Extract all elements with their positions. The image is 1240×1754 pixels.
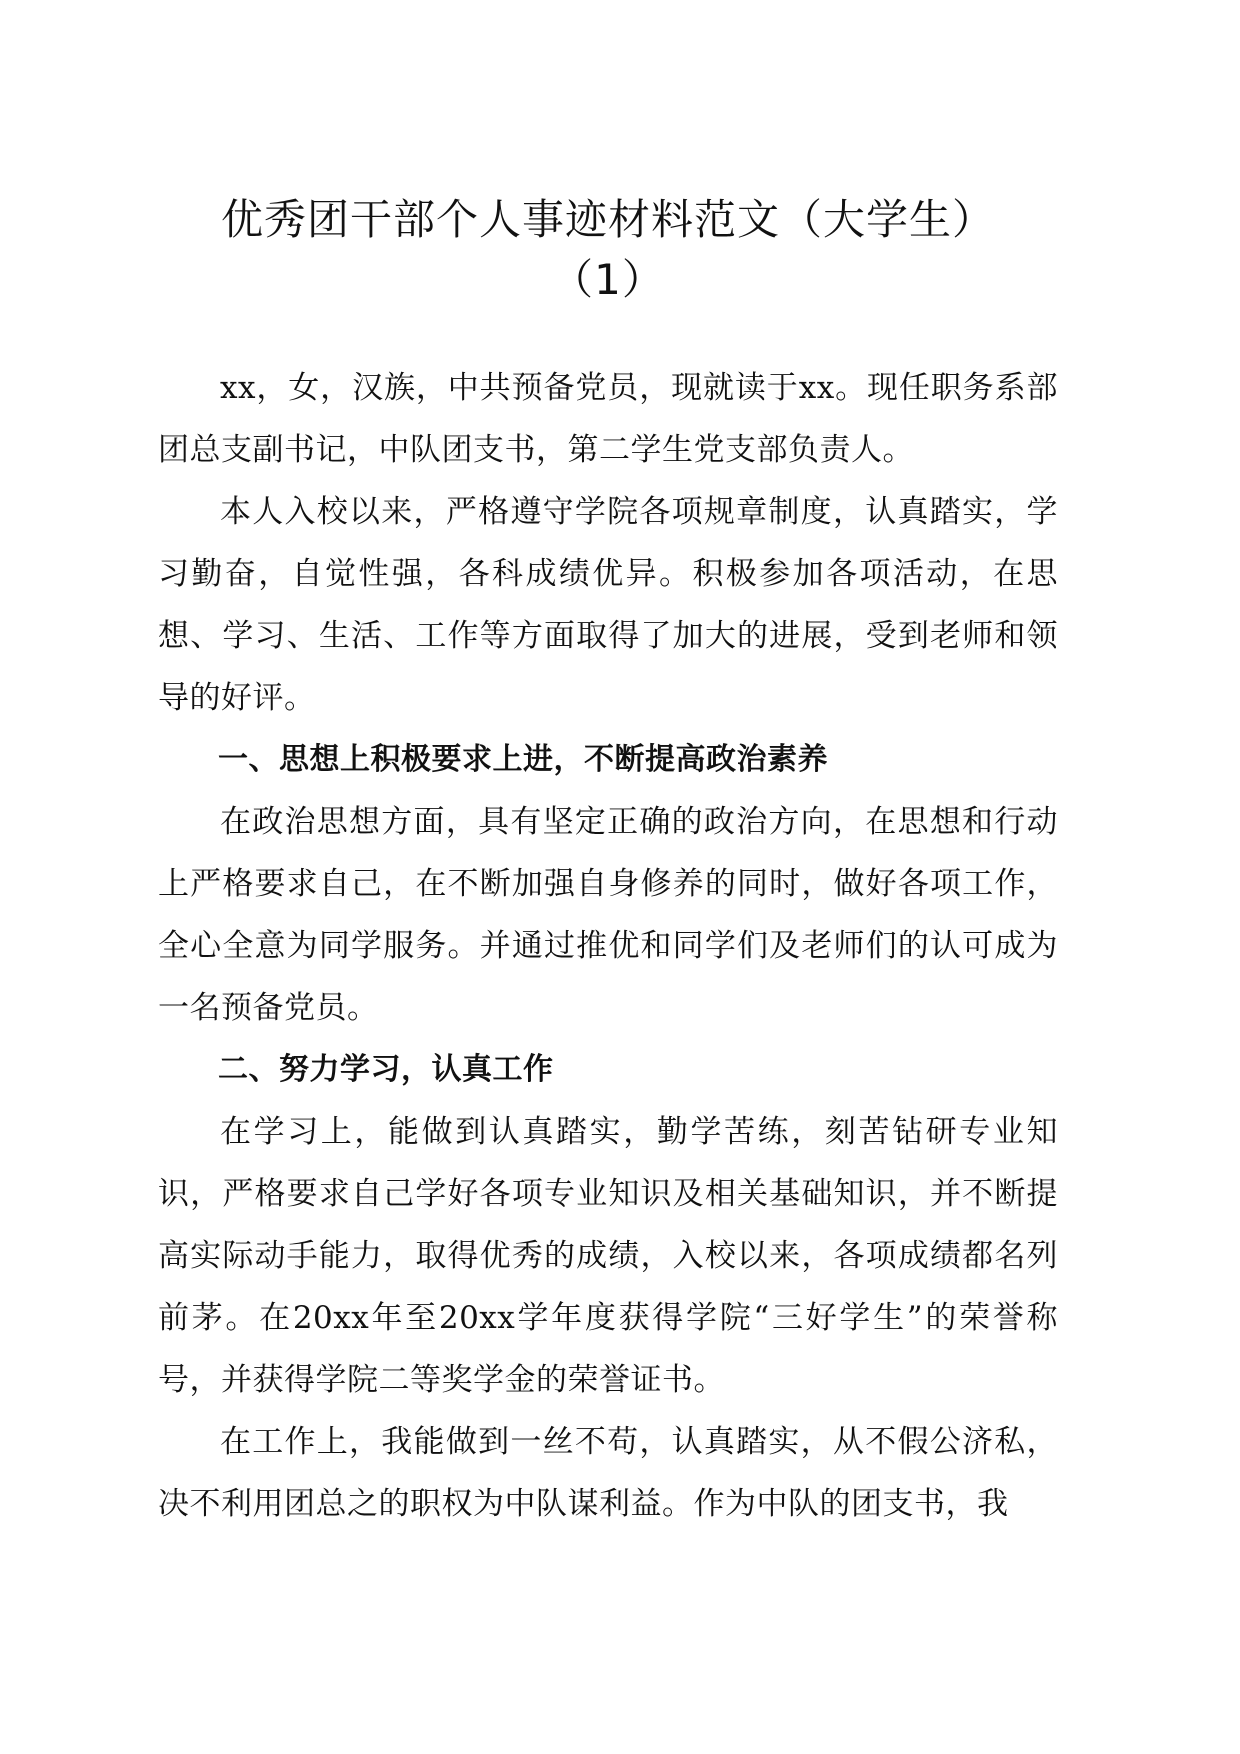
section-heading-1: 一、思想上积极要求上进，不断提高政治素养 — [218, 742, 828, 777]
title-line-2: （1） — [551, 255, 665, 304]
document-title — [158, 190, 1058, 310]
document-page — [158, 190, 1058, 1535]
title-line-1: 优秀团干部个人事迹材料范文（大学生） — [220, 195, 995, 244]
document-body — [158, 357, 1058, 1535]
paragraph-political: 在政治思想方面，具有坚定正确的政治方向，在思想和行动上严格要求自己，在不断加强自身修养的同时，做好各项工作，全心全意为同学服务。并通过推优和同学们及老师们的认可成为一名预备党员。 — [158, 804, 1058, 1026]
paragraph-overview: 本人入校以来，严格遵守学院各项规章制度，认真踏实，学习勤奋，自觉性强，各科成绩优异。积极参加各项活动，在思想、学习、生活、工作等方面取得了加大的进展，受到老师和领导的好评。 — [158, 494, 1058, 716]
section-heading-2: 二、努力学习，认真工作 — [218, 1052, 554, 1087]
paragraph-work: 在工作上，我能做到一丝不苟，认真踏实，从不假公济私，决不利用团总之的职权为中队谋利益。作为中队的团支书，我 — [158, 1424, 1058, 1522]
paragraph-intro: xx，女，汉族，中共预备党员，现就读于xx。现任职务系部团总支副书记，中队团支书，第二学生党支部负责人。 — [158, 370, 1058, 468]
paragraph-study: 在学习上，能做到认真踏实，勤学苦练，刻苦钻研专业知识，严格要求自己学好各项专业知识及相关基础知识，并不断提高实际动手能力，取得优秀的成绩，入校以来，各项成绩都名列前茅。在20xx年至20xx学年度获得学院“三好学生”的荣誉称号，并获得学院二等奖学金的荣誉证书。 — [158, 1114, 1058, 1398]
